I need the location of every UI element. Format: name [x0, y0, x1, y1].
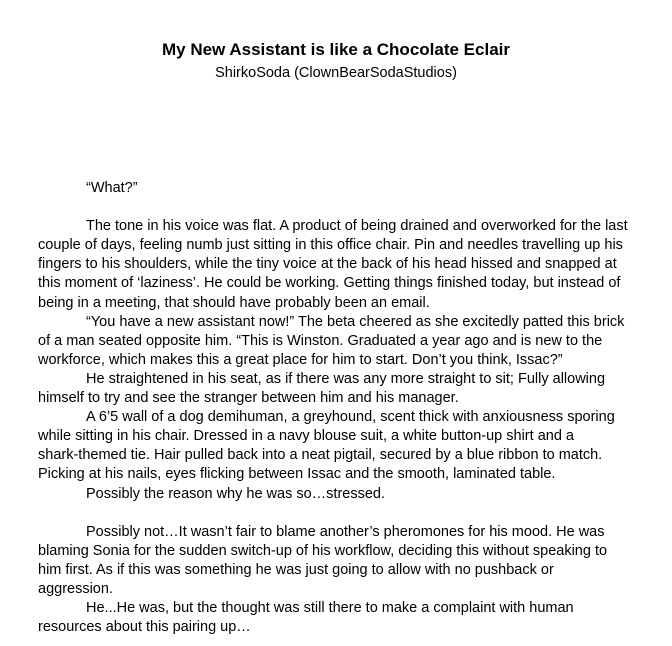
text-line: himself to try and see the stranger between him and his manager. — [38, 390, 459, 407]
text-line: this moment of ‘laziness’. He could be working. Getting things finished today, but instead of — [38, 275, 621, 292]
text-line: He...He was, but the thought was still there to make a complaint with human — [86, 600, 574, 617]
paragraph-straightened — [38, 370, 638, 408]
text-line: “You have a new assistant now!” The beta cheered as she excitedly patted this brick — [86, 313, 625, 330]
text-line: Possibly the reason why he was so…stressed. — [86, 485, 385, 502]
text-line: He straightened in his seat, as if there was any more straight to sit; Fully allowing — [86, 370, 606, 387]
text-line: “What?” — [86, 180, 138, 196]
paragraph-gap — [38, 198, 638, 217]
text-line: The tone in his voice was flat. A product of being drained and overworked for the last — [86, 218, 628, 235]
document-body — [38, 179, 638, 637]
text-line: fingers to his shoulders, while the tiny voice at the back of his head hissed and snapped at — [38, 256, 617, 273]
document-author: ShirkoSoda (ClownBearSodaStudios) — [215, 65, 457, 81]
text-line: Possibly not…It wasn’t fair to blame another’s pheromones for his mood. He was — [86, 523, 605, 540]
text-line: Picking at his nails, eyes flicking between Issac and the smooth, laminated table. — [38, 466, 556, 483]
text-line: aggression. — [38, 580, 113, 597]
paragraph-what — [38, 179, 638, 198]
paragraph-possibly-not — [38, 523, 638, 599]
document-title: My New Assistant is like a Chocolate Eclair — [161, 40, 510, 59]
paragraph-complaint — [38, 599, 638, 637]
text-line: blaming Sonia for the sudden switch-up of his workflow, deciding this without speaking to — [38, 542, 608, 559]
text-line: him first. As if this was something he was just going to allow with no pushback or — [38, 561, 554, 578]
text-line: shark-themed tie. Hair pulled back into a neat pigtail, secured by a blue ribbon to match. — [38, 447, 603, 464]
paragraph-wall-of-dog — [38, 408, 638, 484]
text-line: workforce, which makes this a great place for him to start. Don’t you think, Issac?” — [38, 351, 563, 368]
paragraph-gap — [38, 504, 638, 523]
paragraph-tone — [38, 217, 638, 312]
text-line: while sitting in his chair. Dressed in a navy blouse suit, a white button-up shirt and a — [38, 428, 574, 445]
text-line: of a man seated opposite him. “This is Winston. Graduated a year ago and is new to the — [38, 332, 603, 349]
text-line: couple of days, feeling numb just sitting in this office chair. Pin and needles travelling up his — [38, 237, 623, 254]
text-line: resources about this pairing up… — [38, 619, 251, 636]
paragraph-possibly-reason — [38, 485, 638, 504]
text-line: A 6’5 wall of a dog demihuman, a greyhound, scent thick with anxiousness sporing — [86, 409, 615, 426]
text-line: being in a meeting, that should have probably been an email. — [38, 294, 430, 311]
paragraph-new-assistant — [38, 313, 638, 370]
